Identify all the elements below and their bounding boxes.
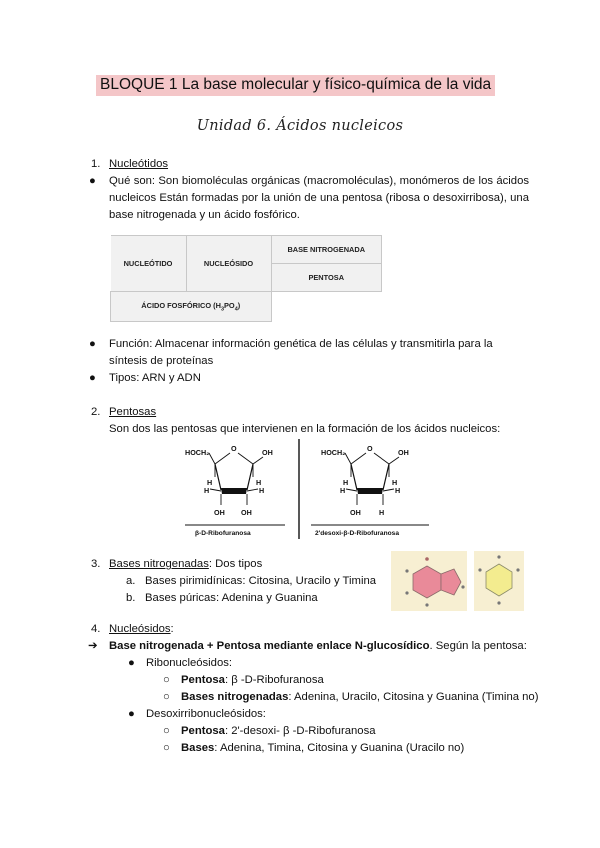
section-2-heading: Pentosas [109,406,157,418]
caption-ribofuranosa: β-D-Ribofuranosa [195,530,251,537]
section-2-number: 2. [91,406,101,418]
svg-text:O: O [231,444,237,453]
svg-text:HOCH₂: HOCH₂ [185,448,210,457]
bullet-icon: ● [128,657,135,669]
bases-pirimidinicas: Bases pirimidínicas: Citosina, Uracilo y Timina [145,575,377,587]
arrow-icon: ➔ [88,640,98,652]
section-3-number: 3. [91,558,101,570]
section-1-heading: Nucleótidos [109,158,169,170]
svg-text:H: H [207,478,213,487]
section-1-number: 1. [91,158,101,170]
bullet-icon: ● [89,338,96,350]
svg-text:OH: OH [241,508,252,517]
ribonucleosidos-label: Ribonucleósidos: [146,657,233,669]
nucleosido-definition: Base nitrogenada + Pentosa mediante enlace N-glucosídico. Según la pentosa: [109,640,527,652]
bullet-icon: ● [89,175,96,187]
svg-text:H: H [256,478,262,487]
circle-bullet-icon: ○ [163,742,170,754]
svg-text:OH: OH [350,508,361,517]
svg-text:H: H [340,486,346,495]
svg-text:HOCH₂: HOCH₂ [321,448,346,457]
cell-acido-fosforico: ÁCIDO FOSFÓRICO $(H_3PO_4)$ [111,292,272,322]
pentose-structures [175,437,430,541]
circle-bullet-icon: ○ [163,674,170,686]
desoxi-pentosa: Pentosa: 2'-desoxi- β -D-Ribofuranosa [181,725,376,737]
cell-nucleosido: NUCLEÓSIDO [186,236,271,292]
circle-bullet-icon: ○ [163,725,170,737]
section-4-heading: Nucleósidos: [109,623,174,635]
que-son-text: Qué son: Son biomoléculas orgánicas (macromoléculas), monómeros de los ácidos nucleicos Están formadas por la unión de una pentosa (ribosa o desoxirribosa), una base nitrogenada y un ácido fosfórico. [109,175,529,221]
svg-text:H: H [395,486,401,495]
bases-molecule-images [391,551,524,611]
tipos-text: Tipos: ARN y ADN [109,372,201,384]
svg-text:OH: OH [262,448,273,457]
bullet-icon: ● [89,372,96,384]
unit-title: Unidad 6. Ácidos nucleicos [196,118,404,134]
svg-text:H: H [392,478,398,487]
caption-desoxi-ribofuranosa: 2'desoxi-β-D-Ribofuranosa [315,530,399,537]
section-3-heading: Bases nitrogenadas: Dos tipos [109,558,263,570]
page-title: BLOQUE 1 La base molecular y físico-química de la vida [96,75,495,96]
nucleotide-table [110,235,382,322]
cell-nucleotido: NUCLEÓTIDO [111,236,187,292]
pentosas-text: Son dos las pentosas que intervienen en la formación de los ácidos nucleicos: [109,423,501,435]
circle-bullet-icon: ○ [163,691,170,703]
svg-text:H: H [259,486,265,495]
desoxirribonucleosidos-label: Desoxirribonucleósidos: [146,708,266,720]
svg-text:H: H [343,478,349,487]
list-label-b: b. [126,592,136,604]
bases-puricas: Bases púricas: Adenina y Guanina [145,592,318,604]
svg-text:OH: OH [398,448,409,457]
bullet-icon: ● [128,708,135,720]
section-4-number: 4. [91,623,101,635]
ribo-pentosa: Pentosa: β -D-Ribofuranosa [181,674,324,686]
desoxi-bases: Bases: Adenina, Timina, Citosina y Guanina (Uracilo no) [181,742,465,754]
cell-base-nitrogenada: BASE NITROGENADA [271,236,382,264]
svg-text:O: O [367,444,373,453]
funcion-text: Función: Almacenar información genética de las células y transmitirla para la síntesis de proteínas [109,338,493,367]
svg-text:H: H [204,486,210,495]
svg-text:OH: OH [214,508,225,517]
ribo-bases: Bases nitrogenadas: Adenina, Uracilo, Citosina y Guanina (Timina no) [181,691,539,703]
list-label-a: a. [126,575,136,587]
svg-text:H: H [379,508,385,517]
cell-pentosa: PENTOSA [271,264,382,292]
